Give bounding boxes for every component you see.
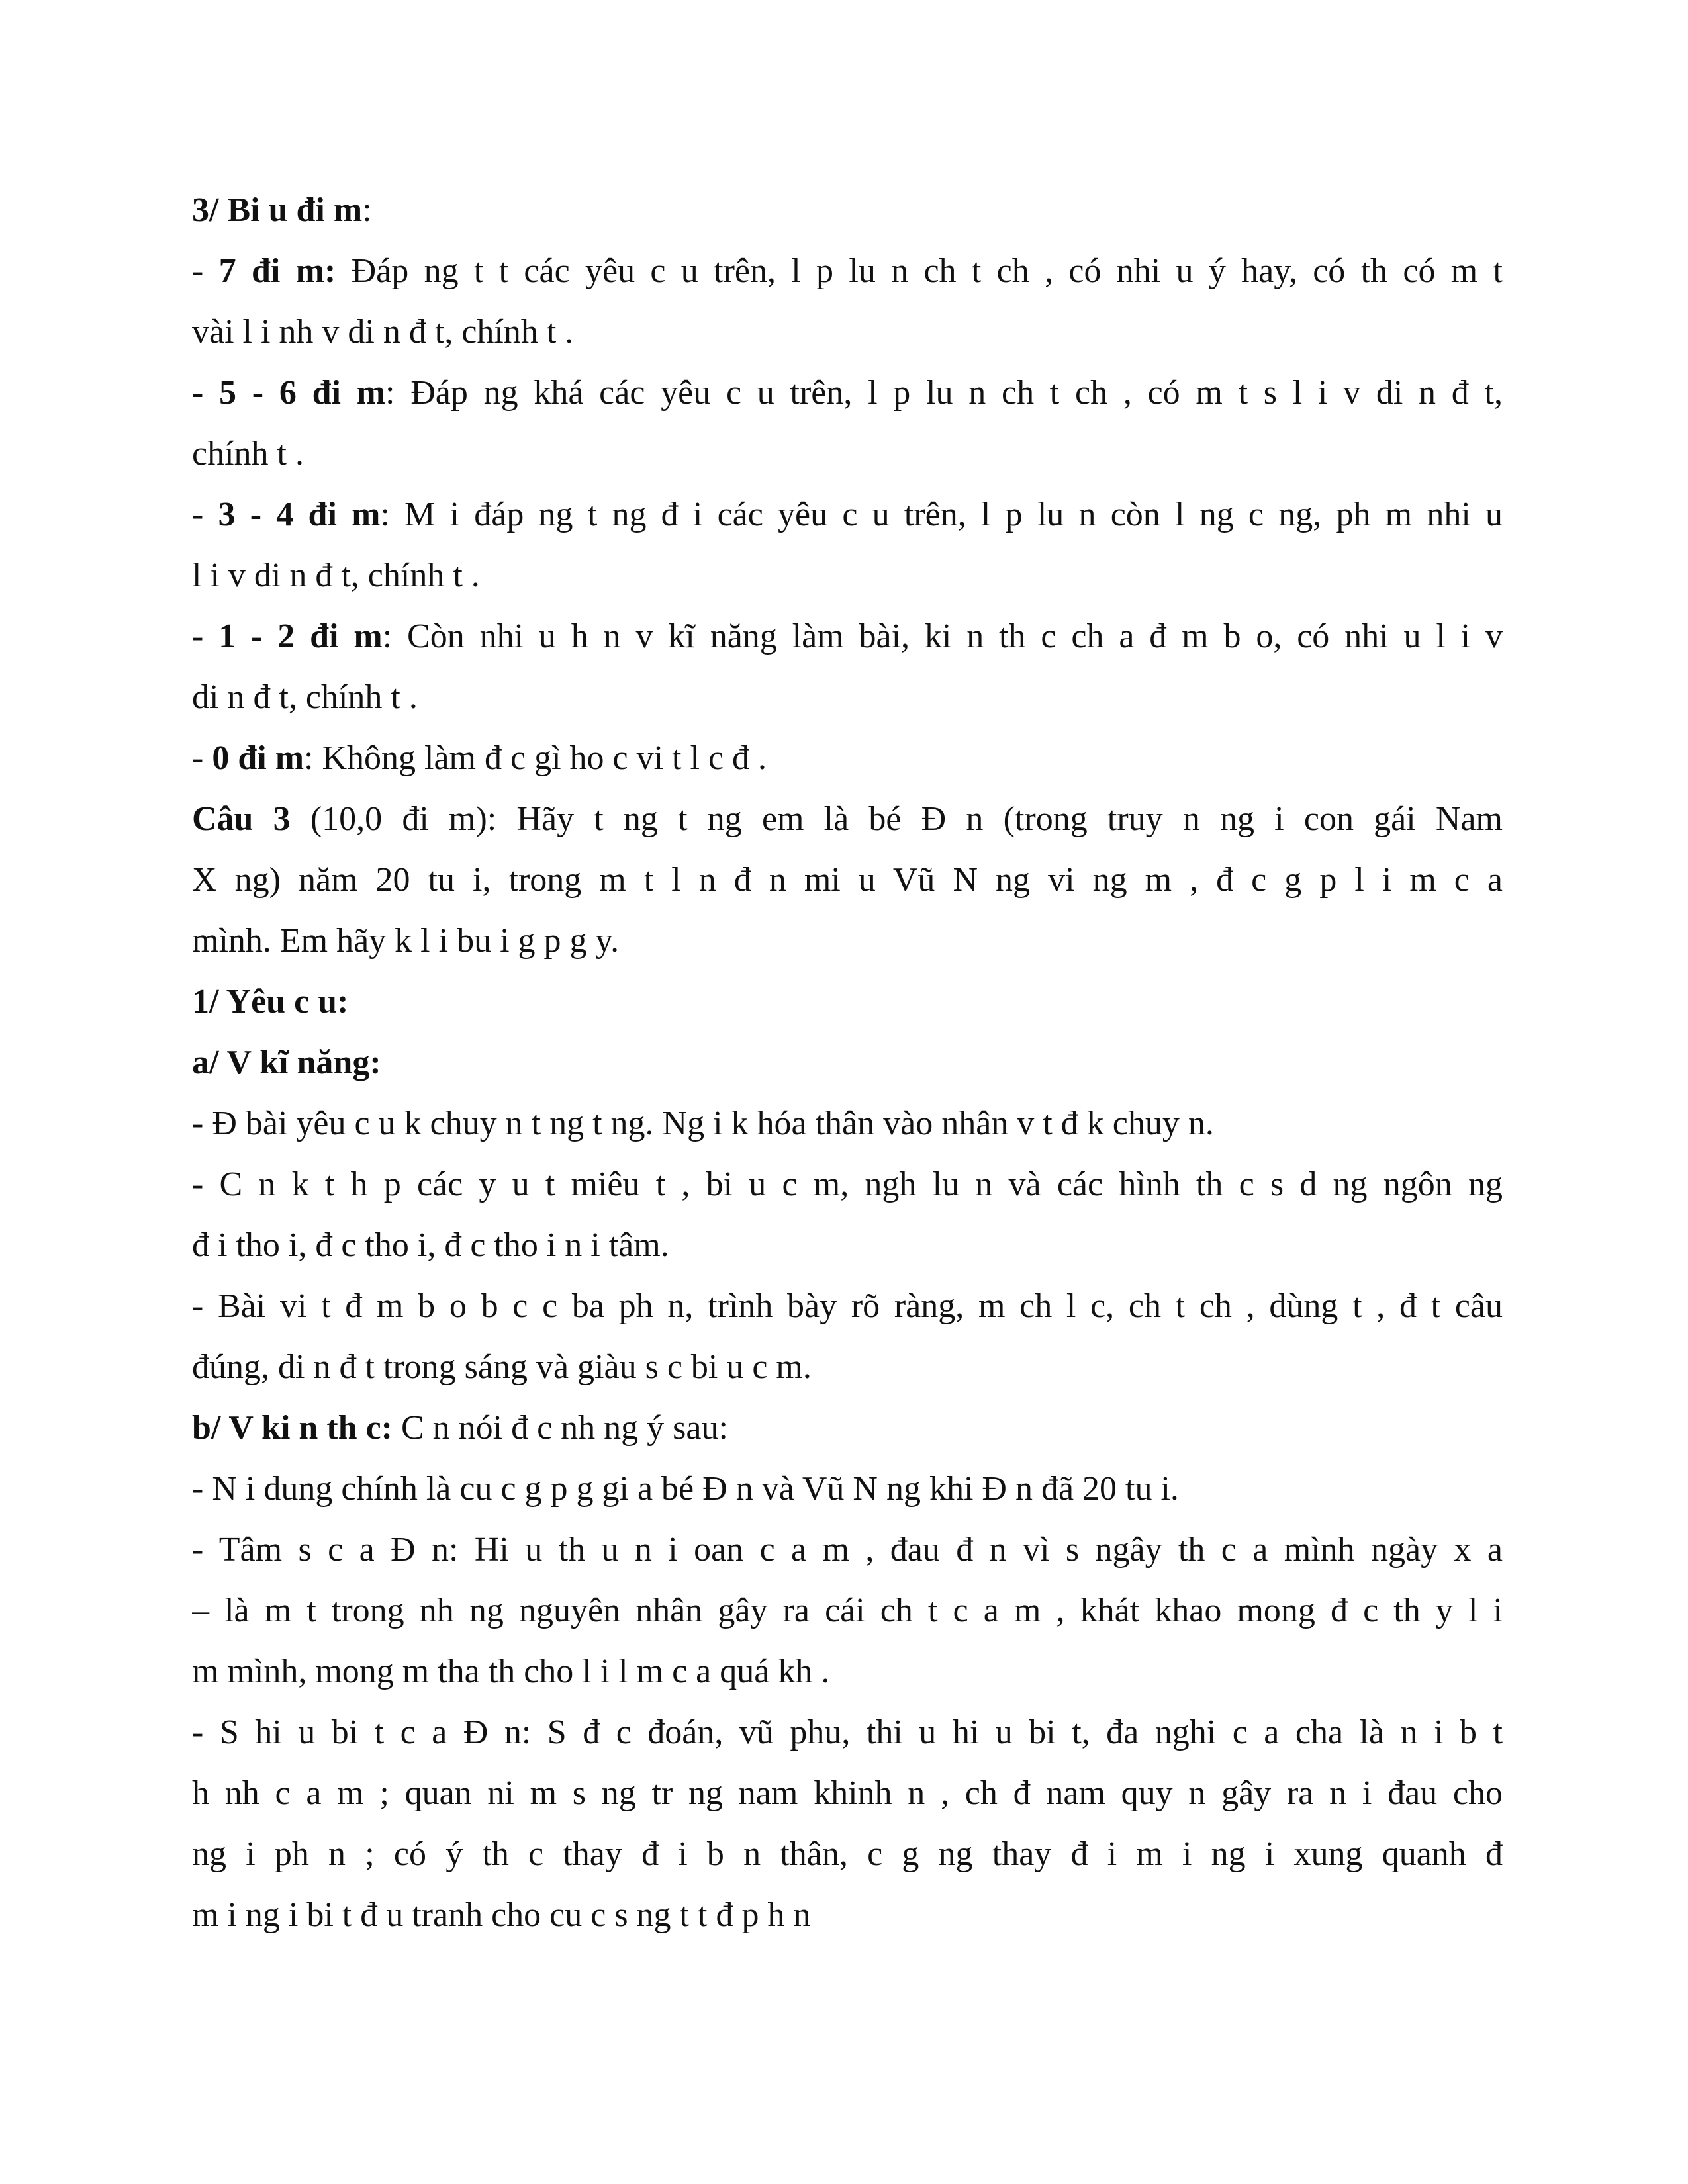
text-line: - Bài vi t đ m b o b c c ba ph n, trình bày rõ ràng, m ch l c, ch t ch , dùng t , đ t câu bbox=[192, 1287, 1503, 1325]
heading-grading-scale: 3/ Bi u đi m: bbox=[192, 191, 372, 229]
heading-knowledge: b/ V ki n th c: C n nói đ c nh ng ý sau: bbox=[192, 1409, 728, 1447]
text-line: - 0 đi m: Không làm đ c gì ho c vi t l c đ . bbox=[192, 739, 767, 777]
text-line: m i ng i bi t đ u tranh cho cu c s ng t t đ p h n bbox=[192, 1896, 811, 1934]
text-line: - Đ bài yêu c u k chuy n t ng t ng. Ng i k hóa thân vào nhân v t đ k chuy n. bbox=[192, 1105, 1214, 1142]
text-line: đúng, di n đ t trong sáng và giàu s c bi u c m. bbox=[192, 1348, 812, 1386]
question-3-line: Câu 3 (10,0 đi m): Hãy t ng t ng em là bé Đ n (trong truy n ng i con gái Nam bbox=[192, 800, 1503, 838]
text-line: X ng) năm 20 tu i, trong m t l n đ n mi u Vũ N ng vi ng m , đ c g p l i m c a bbox=[192, 861, 1503, 899]
text-line: - C n k t h p các y u t miêu t , bi u c m, ngh lu n và các hình th c s d ng ngôn ng bbox=[192, 1165, 1503, 1203]
text-line: l i v di n đ t, chính t . bbox=[192, 557, 480, 594]
text-line: - 3 - 4 đi m: M i đáp ng t ng đ i các yêu c u trên, l p lu n còn l ng c ng, ph m nhi u bbox=[192, 496, 1503, 533]
heading-skills: a/ V kĩ năng: bbox=[192, 1044, 381, 1081]
text-line: - S hi u bi t c a Đ n: S đ c đoán, vũ phu, thi u hi u bi t, đa nghi c a cha là n i b t bbox=[192, 1713, 1503, 1751]
text-line: mình. Em hãy k l i bu i g p g y. bbox=[192, 922, 620, 960]
text-line: – là m t trong nh ng nguyên nhân gây ra cái ch t c a m , khát khao mong đ c th y l i bbox=[192, 1592, 1503, 1629]
text-line: - Tâm s c a Đ n: Hi u th u n i oan c a m , đau đ n vì s ngây th c a mình ngày x a bbox=[192, 1531, 1503, 1569]
text-line: ng i ph n ; có ý th c thay đ i b n thân, c g ng thay đ i m i ng i xung quanh đ bbox=[192, 1835, 1503, 1873]
text-line: m mình, mong m tha th cho l i l m c a quá kh . bbox=[192, 1653, 830, 1690]
text-line: h nh c a m ; quan ni m s ng tr ng nam khinh n , ch đ nam quy n gây ra n i đau cho bbox=[192, 1774, 1503, 1812]
text-line: đ i tho i, đ c tho i, đ c tho i n i tâm. bbox=[192, 1226, 669, 1264]
text-line: di n đ t, chính t . bbox=[192, 678, 418, 716]
text-line: - N i dung chính là cu c g p g gi a bé Đ n và Vũ N ng khi Đ n đã 20 tu i. bbox=[192, 1470, 1179, 1508]
text-line: chính t . bbox=[192, 435, 304, 473]
text-line: - 1 - 2 đi m: Còn nhi u h n v kĩ năng làm bài, ki n th c ch a đ m b o, có nhi u l i v bbox=[192, 617, 1503, 655]
heading-requirements: 1/ Yêu c u: bbox=[192, 983, 349, 1021]
text-line: vài l i nh v di n đ t, chính t . bbox=[192, 313, 574, 351]
text-line: - 5 - 6 đi m: Đáp ng khá các yêu c u trên, l p lu n ch t ch , có m t s l i v di n đ t, bbox=[192, 374, 1503, 412]
text-line: - 7 đi m: Đáp ng t t các yêu c u trên, l p lu n ch t ch , có nhi u ý hay, có th có m t bbox=[192, 252, 1503, 290]
